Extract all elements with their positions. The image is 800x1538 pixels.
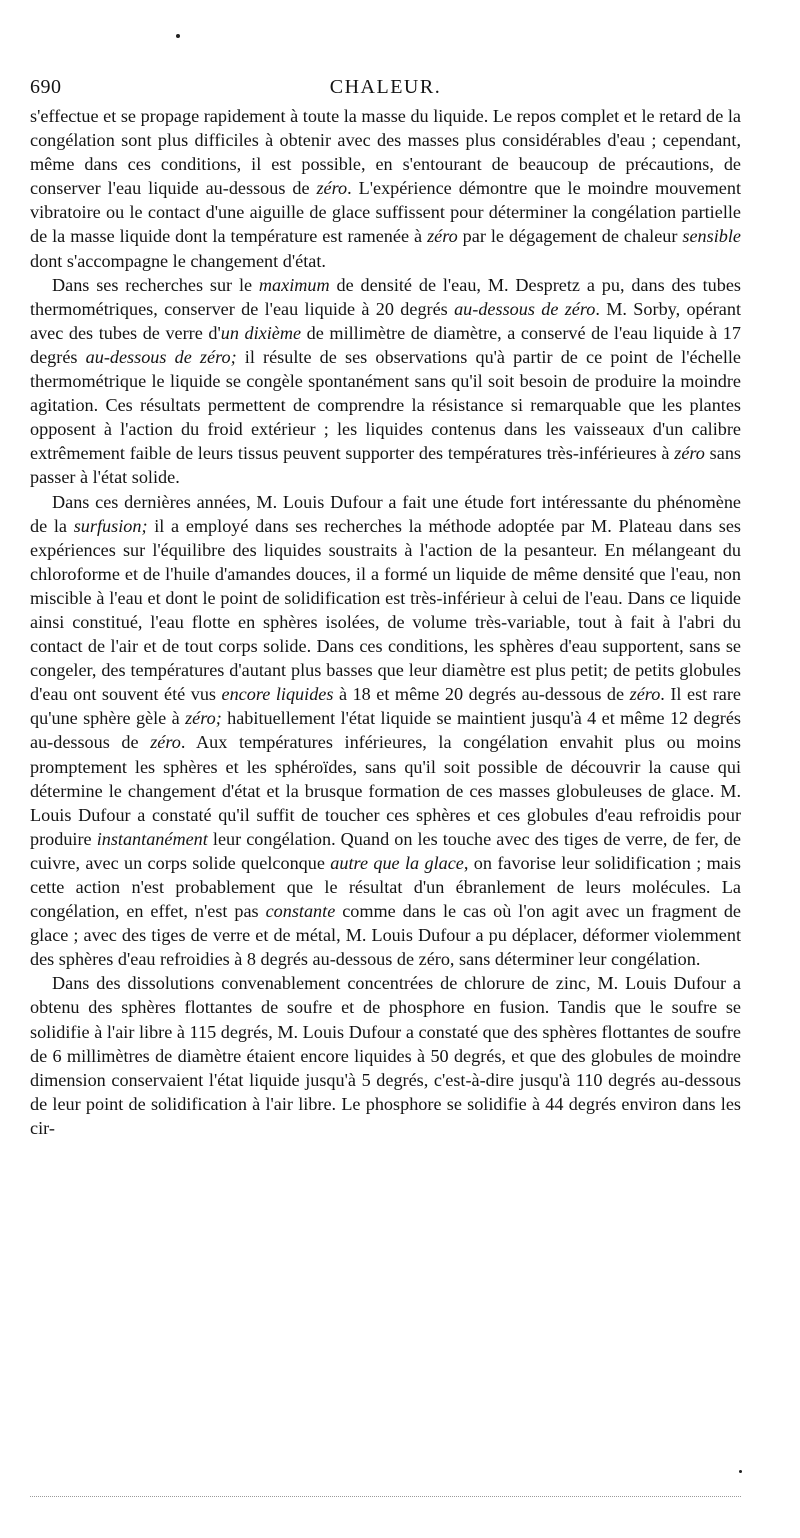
italic-run: maximum <box>258 274 330 295</box>
italic-run: zéro <box>150 732 181 753</box>
text-run: . M. Sorby, opérant avec des tubes de verre d' <box>30 298 741 343</box>
text-run: . Aux températures inférieures, la congélation envahit plus ou moins promptement les sphères et les sphéroïdes, sans qu'il soit possible de découvrir la cause qui détermine le changement d'état et la brusque formation de ces masses globuleuses de glace. M. Louis Dufour a constaté qu'il suffit de toucher ces sphères et ces globules d'eau refroidis pour produire <box>30 732 741 849</box>
text-run: Dans ces dernières années, M. Louis Dufour a fait une étude fort intéressante du phénomène de la <box>30 491 741 536</box>
text-run: dont s'accompagne le changement d'état. <box>30 250 326 271</box>
italic-run: sensible <box>682 226 741 247</box>
ink-speck <box>176 34 180 38</box>
text-run: leur congélation. Quand on les touche avec des tiges de verre, de fer, de cuivre, avec un corps solide quelconque <box>30 828 741 873</box>
text-run: il a employé dans ses recherches la méthode adoptée par M. Plateau dans ses expériences sur l'équilibre des liquides soustraits à l'action de la pesanteur. En mélangeant du chloroforme et de l'huile d'amandes douces, il a formé un liquide de même densité que l'eau, non miscible à l'eau et dont le point de solidification est très-inférieur à celui de l'eau. Dans ce liquide ainsi constitué, l'eau flotte en sphères isolées, de volume très-variable, tout à fait à l'abri du contact de l'air et de tout corps solide. Dans ces conditions, les sphères d'eau supportent, sans se congeler, des températures d'autant plus basses que leur diamètre est plus petit; de petits globules d'eau ont souvent été vus <box>30 515 741 705</box>
text-run: Dans ses recherches sur le <box>52 274 259 295</box>
text-run: comme dans le cas où l'on agit avec un fragment de glace ; avec des tiges de verre et de métal, M. Louis Dufour a pu déplacer, déformer violemment des sphères d'eau refroidies à 8 degrés au-dessous de zéro, sans déterminer leur congélation. <box>30 901 742 970</box>
paragraph <box>30 490 741 972</box>
italic-run: encore liquides <box>221 684 334 705</box>
paragraph <box>30 104 741 273</box>
italic-run: zéro <box>674 443 705 464</box>
page-number: 690 <box>30 76 62 98</box>
italic-run: surfusion; <box>73 515 148 536</box>
book-page <box>30 68 741 1140</box>
italic-run: au-dessous de zéro; <box>85 346 237 367</box>
text-run: habituellement l'état liquide se maintient jusqu'à 4 et même 12 degrés au-dessous de <box>30 708 741 753</box>
paragraph <box>30 273 741 490</box>
text-run: il résulte de ses observations qu'à partir de ce point de l'échelle thermométrique le liquide se congèle spontanément sans qu'il soit besoin de produire la moindre agitation. Ces résultats permettent de comprendre la résistance si remarquable que les plantes opposent à l'action du froid extérieur ; les liquides contenus dans les vaisseaux d'un calibre extrêmement faible de leurs tissus peuvent supporter des températures très-inférieures à <box>30 346 741 464</box>
running-title: CHALEUR. <box>329 76 442 98</box>
italic-run: au-dessous de zéro <box>454 298 596 319</box>
text-run: . L'expérience démontre que le moindre mouvement vibratoire ou le contact d'une aiguille de glace suffissent pour déterminer la congélation partielle de la masse liquide dont la température est ramenée à <box>30 178 742 247</box>
text-run: à 18 et même 20 degrés au-dessous de <box>333 684 630 705</box>
body-text <box>30 104 741 1140</box>
text-run: . Il est rare qu'une sphère gèle à <box>30 684 741 729</box>
page-bottom-rule <box>30 1496 741 1499</box>
text-run: de millimètre de diamètre, a conservé de l'eau liquide à 17 degrés <box>30 322 741 367</box>
italic-run: zéro <box>316 178 348 199</box>
paragraph <box>30 971 741 1140</box>
italic-run: un dixième <box>220 322 302 343</box>
text-run: de densité de l'eau, M. Despretz a pu, dans des tubes thermométriques, conserver de l'eau liquide à 20 degrés <box>30 274 741 319</box>
italic-run: zéro <box>629 684 661 705</box>
italic-run: instantanément <box>96 828 208 849</box>
text-run: sans passer à l'état solide. <box>30 443 741 488</box>
italic-run: zéro <box>427 226 458 247</box>
text-run: par le dégagement de chaleur <box>457 226 683 247</box>
italic-run: constante <box>265 901 336 922</box>
italic-run: zéro; <box>185 708 222 729</box>
running-head <box>30 68 741 104</box>
ink-speck <box>739 1470 742 1473</box>
italic-run: autre que la glace <box>330 852 464 873</box>
text-run: , on favorise leur solidification ; mais cette action n'est probablement que le résultat d'un ébranlement de leurs molécules. La congélation, en effet, n'est pas <box>30 852 741 922</box>
text-run: s'effectue et se propage rapidement à toute la masse du liquide. Le repos complet et le retard de la congélation sont plus difficiles à obtenir avec des masses plus considérables d'eau ; cependant, même dans ces conditions, il est possible, en s'entourant de beaucoup de précautions, de conserver l'eau liquide au-dessous de <box>30 106 741 199</box>
text-run: Dans des dissolutions convenablement concentrées de chlorure de zinc, M. Louis Dufour a obtenu des sphères flottantes de soufre et de phosphore en fusion. Tandis que le soufre se solidifie à l'air libre à 115 degrés, M. Louis Dufour a constaté que des sphères flottantes de soufre de 6 millimètres de diamètre étaient encore liquides à 50 degrés, et que des globules de moindre dimension conservaient l'état liquide jusqu'à 5 degrés, c'est-à-dire jusqu'à 110 degrés au-dessous de leur point de solidification à l'air libre. Le phosphore se solidifie à 44 degrés environ dans les cir- <box>30 973 741 1138</box>
